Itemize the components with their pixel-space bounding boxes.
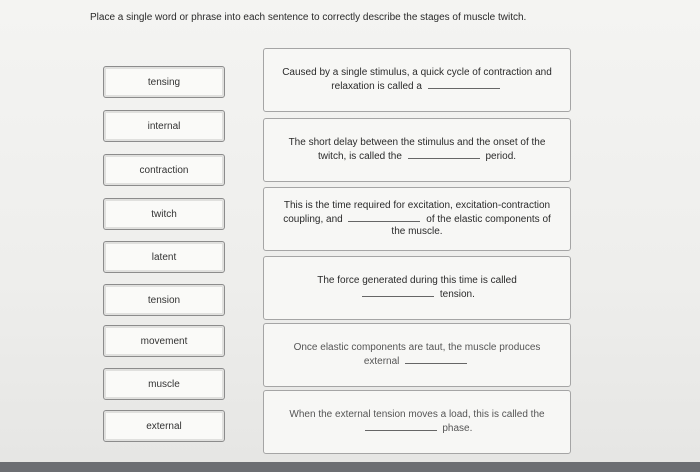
drop-blank-5[interactable]	[405, 354, 467, 364]
sentence-card-1	[263, 48, 571, 112]
sentence-6-after: phase.	[442, 423, 473, 434]
instructions-text: Place a single word or phrase into each sentence to correctly describe the stages of muscle twitch.	[90, 12, 527, 23]
drop-blank-6[interactable]	[365, 421, 437, 431]
word-tile-external[interactable]: external	[103, 410, 225, 442]
sentence-card-5	[263, 323, 571, 387]
bottom-edge	[0, 462, 700, 472]
sentence-4-text: The force generated during this time is called	[317, 275, 517, 286]
sentence-3-text: This is the time required for excitation, excitation-contraction coupling, and	[283, 200, 551, 225]
word-tile-tension[interactable]: tension	[103, 284, 225, 316]
word-tile-tensing[interactable]: tensing	[103, 66, 225, 98]
word-tile-internal[interactable]: internal	[103, 110, 225, 142]
word-tile-movement[interactable]: movement	[103, 325, 225, 357]
sentence-card-4	[263, 256, 571, 320]
sentence-2-text: The short delay between the stimulus and the onset of the twitch, is called the	[288, 137, 546, 162]
sentence-card-2	[263, 118, 571, 182]
sentence-1-text: Caused by a single stimulus, a quick cycle of contraction and relaxation is called a	[282, 67, 552, 92]
drop-blank-4[interactable]	[362, 287, 434, 297]
sentence-6-text: When the external tension moves a load, this is called the	[289, 409, 545, 420]
sentence-3-after: of the elastic components of the muscle.	[391, 214, 551, 237]
drop-blank-3[interactable]	[348, 212, 420, 222]
word-tile-twitch[interactable]: twitch	[103, 198, 225, 230]
word-tile-contraction[interactable]: contraction	[103, 154, 225, 186]
word-tile-latent[interactable]: latent	[103, 241, 225, 273]
sentence-2-after: period.	[485, 151, 517, 162]
word-tile-muscle[interactable]: muscle	[103, 368, 225, 400]
drop-blank-1[interactable]	[428, 79, 500, 89]
drop-blank-2[interactable]	[408, 149, 480, 159]
sentence-5-text: Once elastic components are taut, the muscle produces external	[293, 342, 541, 367]
sentence-4-after: tension.	[439, 289, 475, 300]
sentence-card-6	[263, 390, 571, 454]
sentence-card-3	[263, 187, 571, 251]
